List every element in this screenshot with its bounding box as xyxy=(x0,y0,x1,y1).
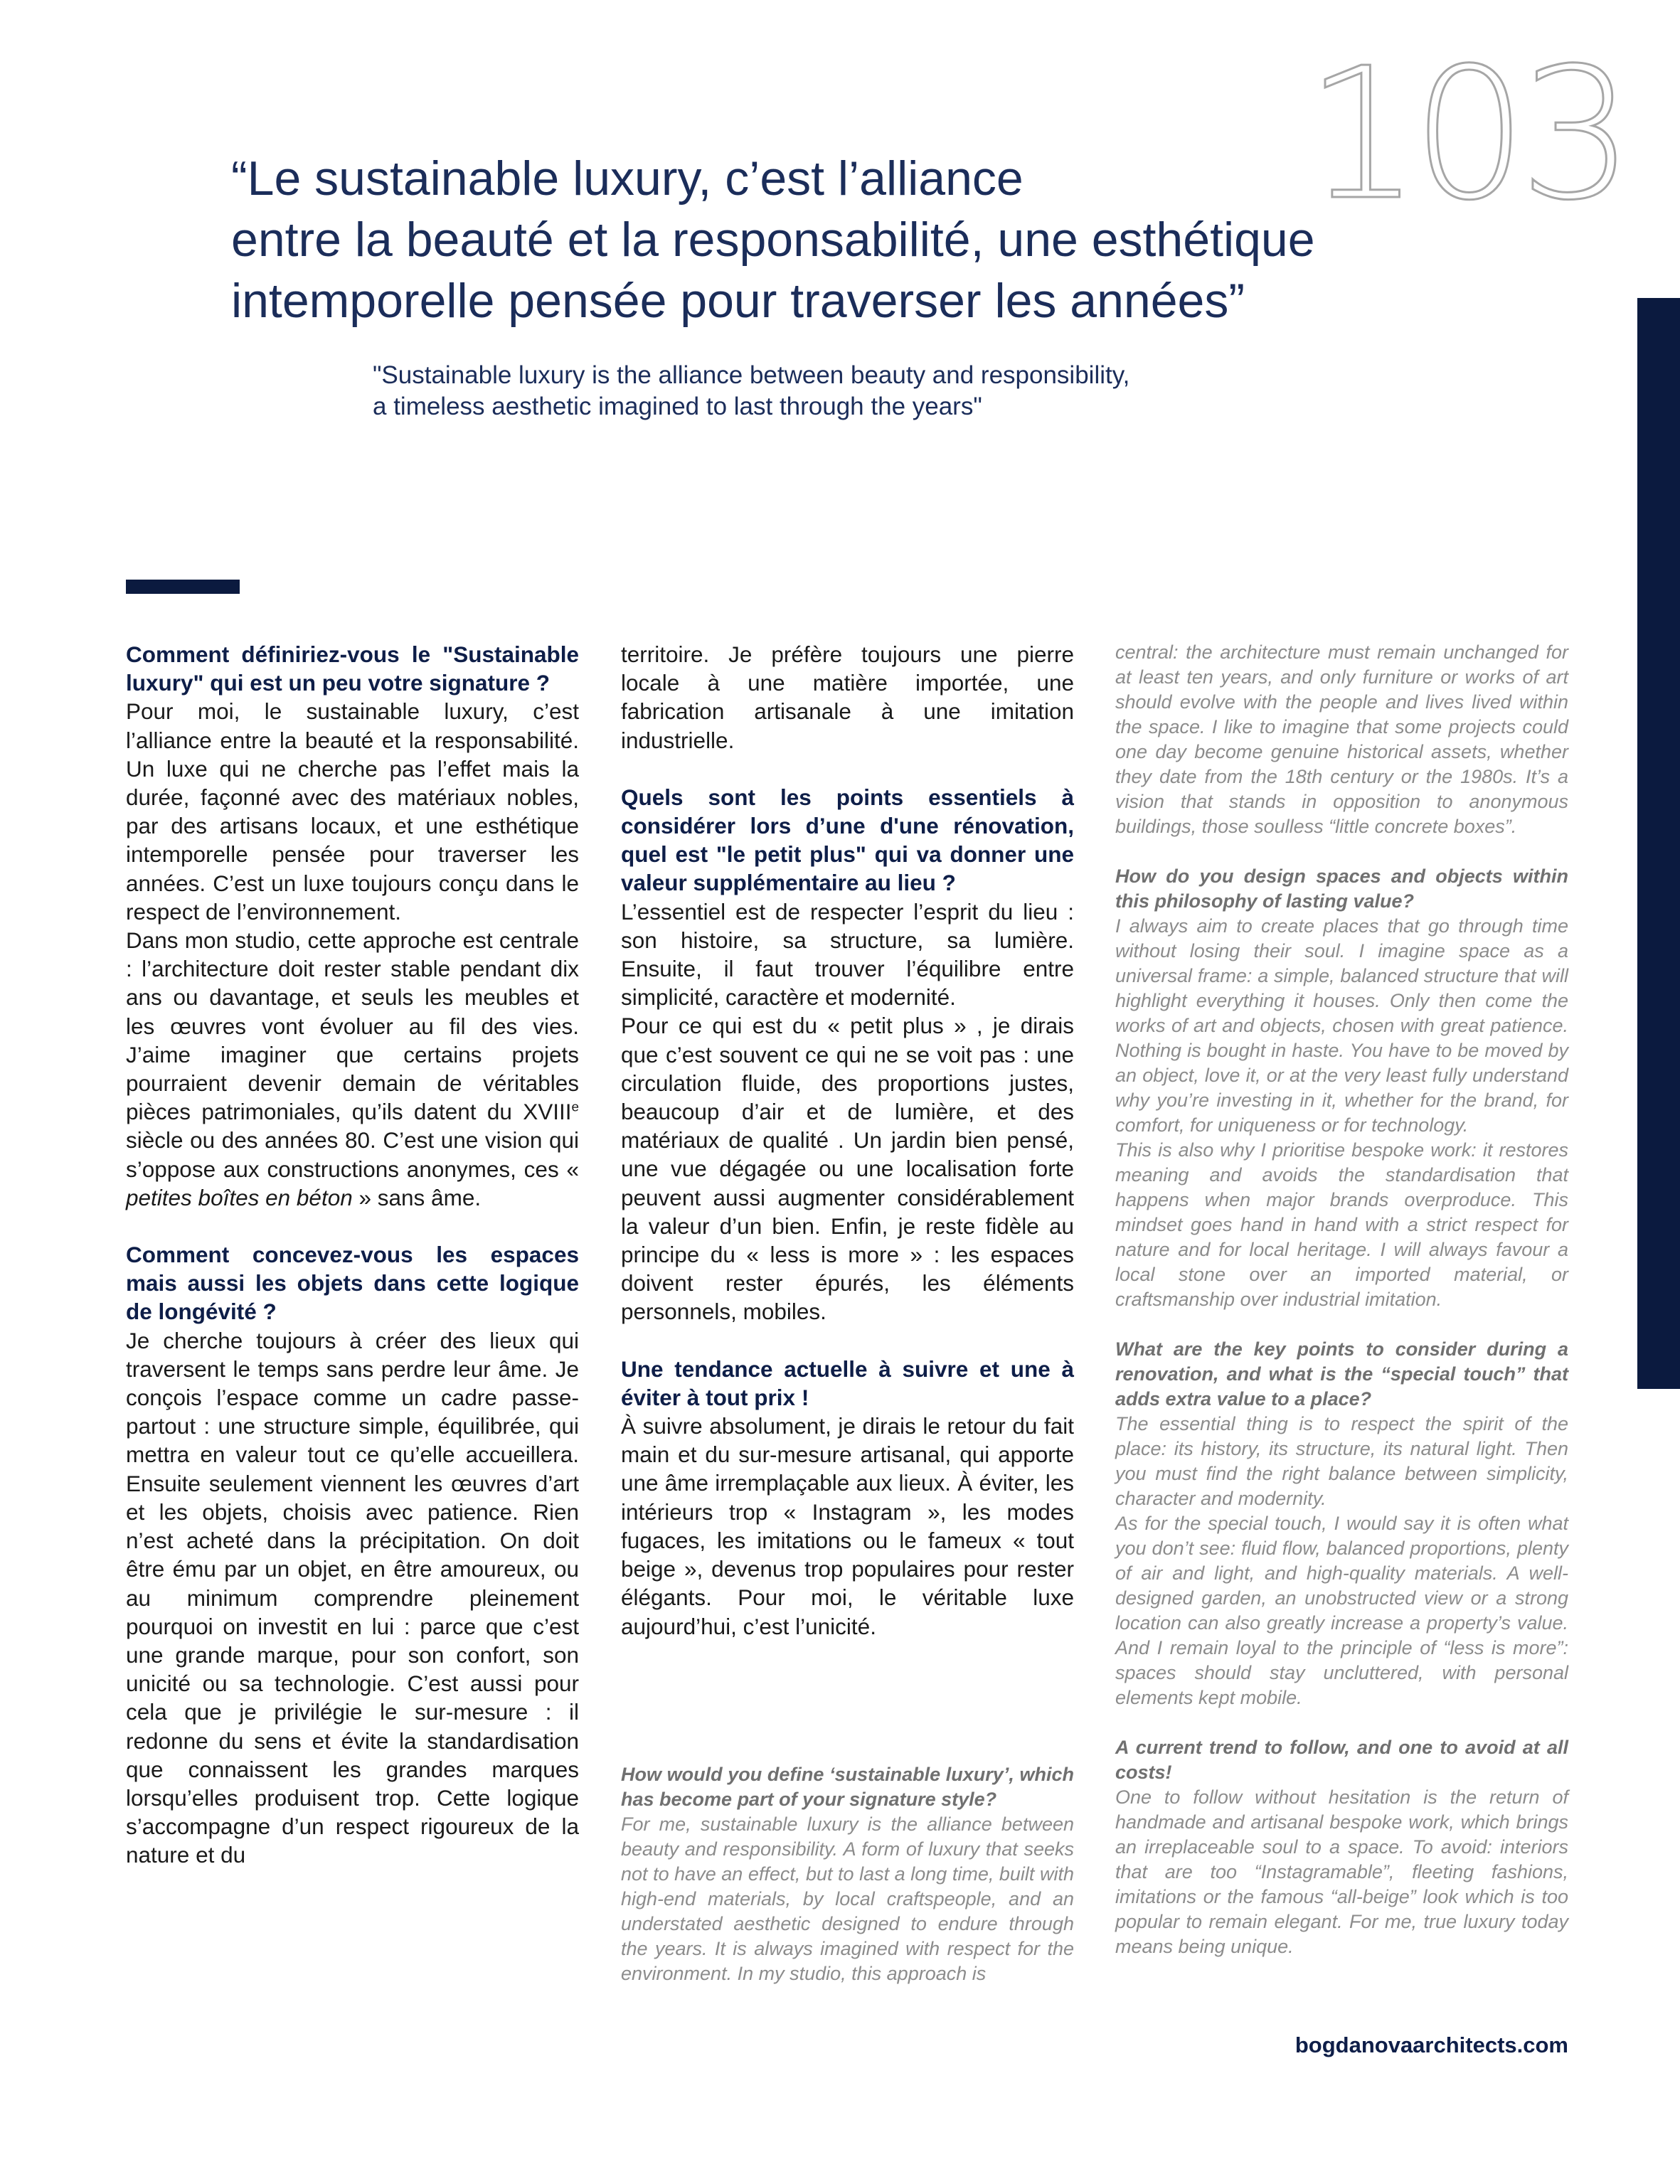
pull-quote-line: entre la beauté et la responsabilité, une esthétique xyxy=(231,213,1315,267)
fr-answer-3-paragraph-2: Pour ce qui est du « petit plus » , je dirais que c’est souvent ce qui ne se voit pas : une circulation fluide, des proportions justes, beaucoup d’air et de lumière, et des matériaux de qualité . Un jardin bien pensé, une vue dégagée ou une localisation forte peuvent aussi augmenter considérablement la valeur d’un bien. Enfin, je reste fidèle au principe du « less is more » : les espaces doivent rester épurés, les éléments personnels, mobiles. xyxy=(621,1013,1074,1325)
en-question-3: What are the key points to consider during a renovation, and what is the “special touch” that adds extra value to a place? xyxy=(1115,1338,1568,1410)
pull-quote xyxy=(231,148,1440,331)
fr-question-2: Comment concevez-vous les espaces mais aussi les objets dans cette logique de longévité ? xyxy=(126,1242,579,1325)
section-accent-bar xyxy=(126,580,240,594)
pull-quote-line: intemporelle pensée pour traverser les années” xyxy=(231,274,1245,328)
fr-question-1: Comment définiriez-vous le "Sustainable luxury" qui est un peu votre signature ? xyxy=(126,641,579,696)
column-2 xyxy=(621,640,1074,1984)
superscript: e xyxy=(571,1099,579,1115)
translation-line: a timeless aesthetic imagined to last through the years" xyxy=(373,393,982,420)
pull-quote-translation xyxy=(373,360,1297,422)
en-answer-1: For me, sustainable luxury is the alliance between beauty and responsibility. A form of luxury that seeks not to have an effect, but to last a long time, built with high-end materials, by local craftspeople, and an understated aesthetic designed to endure through the years. It is always imagined with respect for the environment. In my studio, this approach is xyxy=(621,1813,1074,1984)
english-column-3 xyxy=(1115,640,1568,1959)
en-answer-2-paragraph-1: I always aim to create places that go through time without losing their soul. I imagine space as a universal frame: a simple, balanced structure that will highlight everything it houses. Only then come the works of art and objects, chosen with great patience. Nothing is bought in haste. You have to be moved by an object, love it, or at the very least fully understand why you’re investing in it, whether for the brand, for comfort, for uniqueness or for technology. xyxy=(1115,915,1568,1136)
fr-question-3: Quels sont les points essentiels à considérer lors d’une d'une rénovation, quel est "le petit plus" qui va donner une valeur supplémentaire au lieu ? xyxy=(621,784,1074,896)
en-question-1: How would you define ‘sustainable luxury’, which has become part of your signature style? xyxy=(621,1764,1074,1810)
translation-line: "Sustainable luxury is the alliance between beauty and responsibility, xyxy=(373,361,1130,389)
fr-answer-1-paragraph-1: Pour moi, le sustainable luxury, c’est l’alliance entre la beauté et la responsabilité. Un luxe qui ne cherche pas l’effet mais la durée, façonné avec des matériaux nobles, par des artisans locaux, et une esthétique intemporelle pensée pour traverser les années. C’est un luxe toujours conçu dans le respect de l’environnement. xyxy=(126,698,579,925)
en-answer-1-continued: central: the architecture must remain unchanged for at least ten years, and only furniture or works of art should evolve with the people and lives lived within the space. I like to imagine that some projects could one day become genuine historical assets, whether they date from the 18th century or the 1980s. It’s a vision that stands in opposition to anonymous buildings, those soulless “little concrete boxes”. xyxy=(1115,641,1568,837)
en-answer-3-paragraph-1: The essential thing is to respect the spirit of the place: its history, its structure, its natural light. Then you must find the right balance between simplicity, character and modernity. xyxy=(1115,1413,1568,1509)
side-tab-decoration xyxy=(1637,298,1680,1389)
fr-answer-2: Je cherche toujours à créer des lieux qui traversent le temps sans perdre leur âme. Je conçois l’espace comme un cadre passe-partout : une structure simple, équilibrée, qui mettra en valeur tout ce qu’elle accueillera. Ensuite seulement viennent les œuvres d’art et les objets, choisis avec patience. Rien n’est acheté dans la précipitation. On doit être ému par un objet, en être amoureux, ou au minimum comprendre pleinement pourquoi on investit en lui : parce que c’est une grande marque, pour son confort, son unicité ou sa technologie. C’est aussi pour cela que je privilégie le sur-mesure : il redonne du sens et évite la standardisation que connaissent les grandes marques lorsqu’elles produisent trop. Cette logique s’accompagne d’un respect rigoureux de la nature et du xyxy=(126,1327,579,1868)
en-question-4: A current trend to follow, and one to avoid at all costs! xyxy=(1115,1737,1568,1783)
en-answer-3-paragraph-2: As for the special touch, I would say it is often what you don’t see: fluid flow, balanced proportions, plenty of air and light, and high-quality materials. A well-designed garden, an unobstructed view or a strong location can also greatly increase a property’s value. And I remain loyal to the principle of “less is more”: spaces should stay uncluttered, with personal elements kept mobile. xyxy=(1115,1513,1568,1708)
english-column-2 xyxy=(621,1762,1074,1986)
footer-website-link[interactable]: bogdanovaarchitects.com xyxy=(1294,2033,1568,2057)
pull-quote-line: “Le sustainable luxury, c’est l’alliance xyxy=(231,151,1024,206)
fr-answer-4: À suivre absolument, je dirais le retour du fait main et du sur-mesure artisanal, qui apporte une âme irremplaçable aux lieux. À éviter, les intérieurs trop « Instagram », les modes fugaces, les imitations ou le fameux « tout beige », devenus trop populaires pour rester élégants. Pour moi, le véritable luxe aujourd’hui, c’est l’unicité. xyxy=(621,1413,1074,1639)
en-answer-2-paragraph-2: This is also why I prioritise bespoke work: it restores meaning and avoids the standardisation that happens when major brands overproduce. This mindset goes hand in hand with a strict respect for nature and for local heritage. I will always favour a local stone over an imported material, or craftsmanship over industrial imitation. xyxy=(1115,1139,1568,1310)
french-column-2 xyxy=(621,640,1074,1641)
fr-answer-2-continued: territoire. Je préfère toujours une pierre locale à une matière importée, une fabrication artisanale à une imitation industrielle. xyxy=(621,641,1074,753)
fr-answer-1-paragraph-2: Dans mon studio, cette approche est centrale : l’architecture doit rester stable pendant dix ans ou davantage, et seuls les meubles et les œuvres vont évoluer au fil des vies. J’aime imaginer que certains projets pourraient devenir demain de véritables pièces patrimoniales, qu’ils datent du XVIIIe siècle ou des années 80. C’est une vision qui s’oppose aux constructions anonymes, ces « petites boîtes en béton » sans âme. xyxy=(126,927,579,1210)
fr-answer-3-paragraph-1: L’essentiel est de respecter l’esprit du lieu : son histoire, sa structure, sa lumière. Ensuite, il faut trouver l’équilibre entre simplicité, caractère et modernité. xyxy=(621,898,1074,1011)
en-answer-4: One to follow without hesitation is the return of handmade and artisanal bespoke work, which brings an irreplaceable soul to a space. To avoid: interiors that are too “Instagramable”, fleeting fashions, imitations or the famous “all-beige” look which is too popular to remain elegant. For me, true luxury today means being unique. xyxy=(1115,1786,1568,1957)
en-question-2: How do you design spaces and objects within this philosophy of lasting value? xyxy=(1115,865,1568,912)
page-number: 103 xyxy=(1305,29,1626,240)
fr-question-4: Une tendance actuelle à suivre et une à éviter à tout prix ! xyxy=(621,1355,1074,1410)
emphasis: petites boîtes en béton xyxy=(126,1184,353,1210)
french-column-1 xyxy=(126,640,579,1870)
